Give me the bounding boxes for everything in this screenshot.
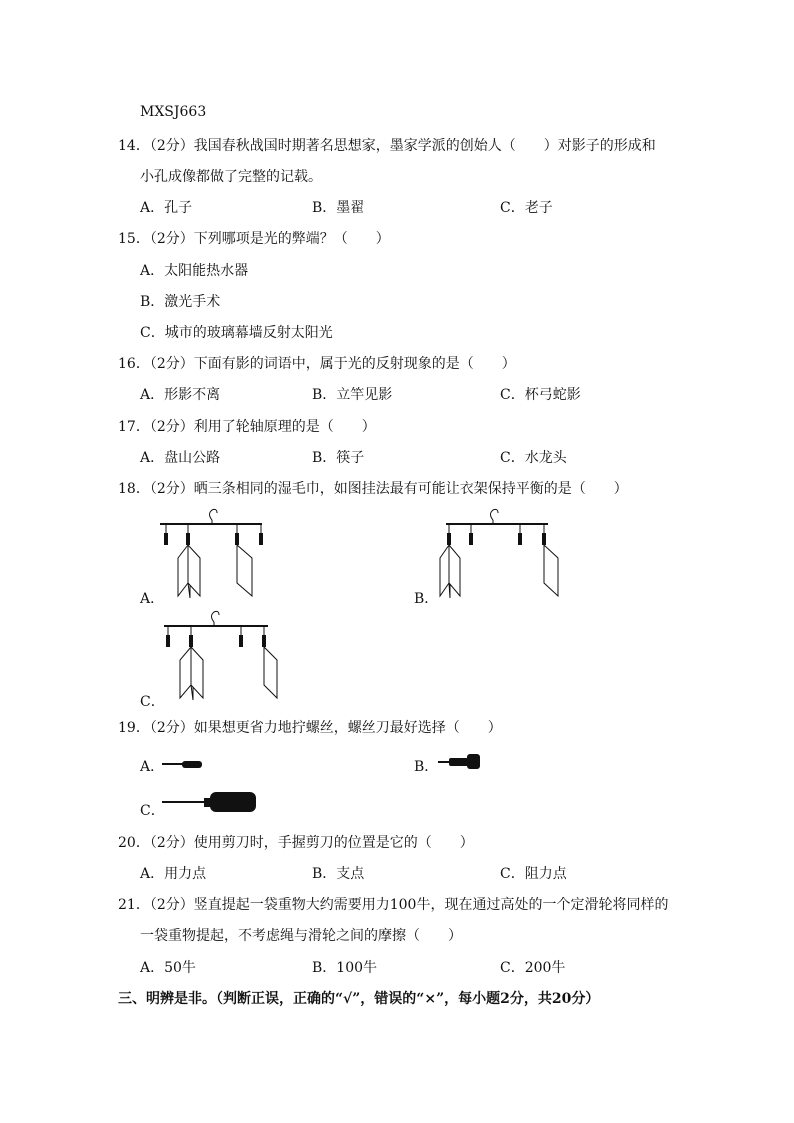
question-stem-continued: 小孔成像都做了完整的记载。: [140, 169, 322, 185]
option-a[interactable]: A．50牛: [140, 960, 196, 976]
question-stem: 14．（2分）我国春秋战国时期著名思想家，墨家学派的创始人（ ）对影子的形成和: [118, 138, 656, 154]
option-c[interactable]: C．200牛: [500, 960, 566, 976]
question-stem: 15．（2分）下列哪项是光的弊端？（ ）: [118, 231, 390, 247]
option-b[interactable]: B．墨翟: [312, 200, 365, 216]
option-c[interactable]: C．阻力点: [500, 866, 567, 882]
screwdriver-figure-c: [160, 790, 260, 814]
question-stem: 16．（2分）下面有影的词语中，属于光的反射现象的是（ ）: [118, 356, 516, 372]
header-code: MXSJ663: [140, 104, 207, 120]
option-b[interactable]: B．支点: [312, 866, 365, 882]
question-stem: 18．（2分）晒三条相同的湿毛巾，如图挂法最有可能让衣架保持平衡的是（ ）: [118, 481, 628, 497]
option-a[interactable]: A．形影不离: [140, 387, 221, 403]
hanger-figure-b: [434, 506, 564, 601]
screwdriver-figure-b: [436, 751, 484, 771]
option-c[interactable]: C．杯弓蛇影: [500, 387, 581, 403]
option-b[interactable]: B．: [414, 591, 439, 607]
option-c[interactable]: C．城市的玻璃幕墙反射太阳光: [140, 325, 333, 341]
option-a[interactable]: A．: [140, 759, 165, 775]
option-c[interactable]: C．老子: [500, 200, 553, 216]
option-a[interactable]: A．太阳能热水器: [140, 263, 249, 279]
option-a[interactable]: A．盘山公路: [140, 450, 221, 466]
question-stem: 19．（2分）如果想更省力地拧螺丝，螺丝刀最好选择（ ）: [118, 720, 502, 736]
option-b[interactable]: B．立竿见影: [312, 387, 393, 403]
question-stem: 20．（2分）使用剪刀时，手握剪刀的位置是它的（ ）: [118, 835, 474, 851]
hanger-figure-c: [162, 608, 282, 703]
question-stem-continued: 一袋重物提起，不考虑绳与滑轮之间的摩擦（ ）: [140, 928, 462, 944]
question-stem: 21．（2分）竖直提起一袋重物大约需要用力100牛，现在通过高处的一个定滑轮将同样的: [118, 897, 669, 913]
hanger-figure-a: [158, 506, 268, 601]
screwdriver-figure-a: [160, 757, 208, 771]
section-heading: 三、明辨是非。（判断正误，正确的“√”，错误的“×”，每小题2分，共20分）: [118, 991, 600, 1007]
option-c[interactable]: C．: [140, 694, 165, 710]
option-a[interactable]: A．用力点: [140, 866, 207, 882]
option-c[interactable]: C．: [140, 803, 165, 819]
option-b[interactable]: B．: [414, 759, 439, 775]
option-b[interactable]: B．100牛: [312, 960, 378, 976]
option-b[interactable]: B．激光手术: [140, 294, 221, 310]
option-a[interactable]: A．: [140, 591, 165, 607]
option-a[interactable]: A．孔子: [140, 200, 193, 216]
option-b[interactable]: B．筷子: [312, 450, 365, 466]
question-stem: 17．（2分）利用了轮轴原理的是（ ）: [118, 419, 376, 435]
option-c[interactable]: C．水龙头: [500, 450, 567, 466]
